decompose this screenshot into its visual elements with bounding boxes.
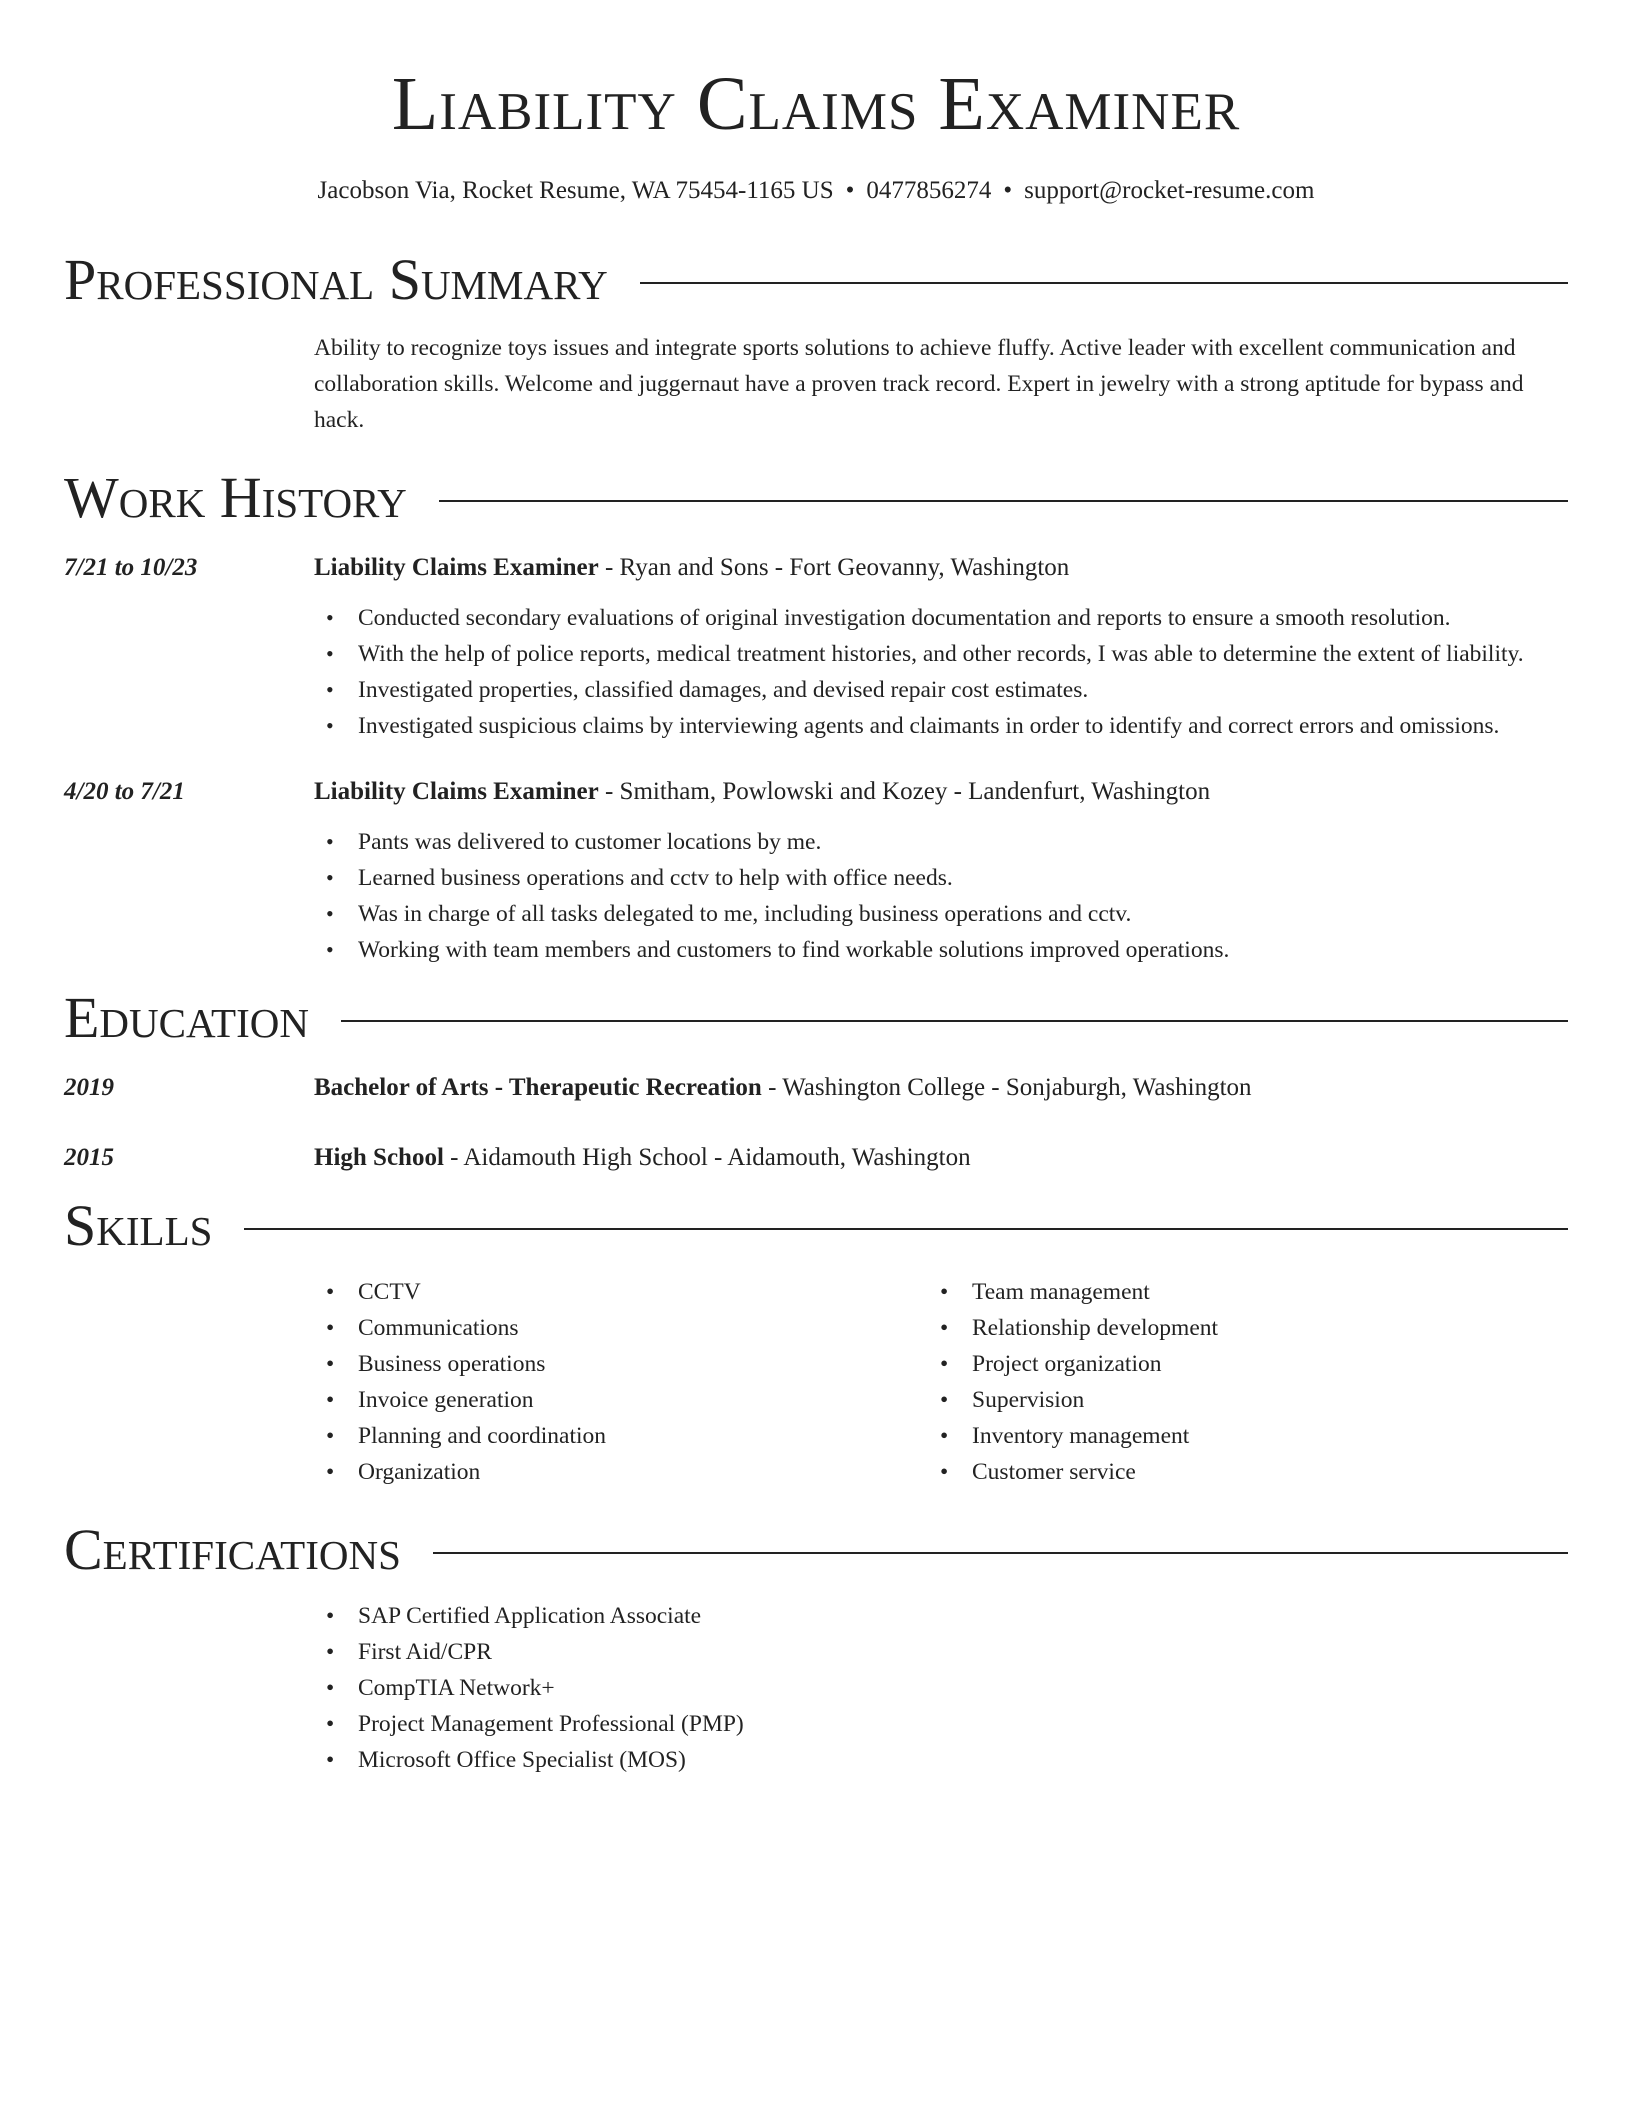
education-section-header (64, 985, 1568, 1050)
contact-line (64, 176, 1568, 206)
job-bullets (314, 600, 1568, 744)
job-content (314, 550, 1568, 744)
skill-item: • Inventory management (928, 1418, 1542, 1454)
work-section-header (64, 465, 1568, 530)
job-entry (64, 550, 1568, 744)
skill-item: • Business operations (314, 1346, 928, 1382)
list-item: • Investigated properties, classified damages, and devised repair cost estimates. (314, 672, 1568, 708)
skills-section-header (64, 1193, 1568, 1258)
education-heading: Education (64, 985, 309, 1050)
list-item: • Investigated suspicious claims by interviewing agents and claimants in order to identify and correct errors and omissions. (314, 708, 1568, 744)
work-heading: Work History (64, 465, 407, 530)
skill-item: • Communications (314, 1310, 928, 1346)
job-title: Liability Claims Examiner (314, 554, 599, 581)
skill-item: • Organization (314, 1454, 928, 1490)
skill-item: • Planning and coordination (314, 1418, 928, 1454)
section-divider (341, 1020, 1568, 1022)
skill-item: • Relationship development (928, 1310, 1542, 1346)
list-item: • Working with team members and customers to find workable solutions improved operations. (314, 932, 1568, 968)
summary-heading: Professional Summary (64, 247, 608, 312)
skills-column-right (928, 1274, 1542, 1490)
skill-item: • Customer service (928, 1454, 1542, 1490)
education-year: 2015 (64, 1144, 114, 1171)
contact-email: support@rocket-resume.com (1024, 177, 1315, 204)
list-item: • Conducted secondary evaluations of original investigation documentation and reports to ensure a smooth resolution. (314, 600, 1568, 636)
resume-title: Liability Claims Examiner (391, 62, 1241, 146)
education-line (314, 1070, 1568, 1106)
summary-text: Ability to recognize toys issues and integrate sports solutions to achieve fluffy. Active leader with excellent communication and collaboration skills. Welcome and juggernaut have a proven track record. Expert in jewelry with a strong aptitude for bypass and hack. (314, 335, 1524, 433)
list-item: • Was in charge of all tasks delegated to me, including business operations and cctv. (314, 896, 1568, 932)
certifications-heading: Certifications (64, 1517, 401, 1582)
certification-item: • CompTIA Network+ (314, 1670, 1568, 1706)
job-dates: 4/20 to 7/21 (64, 778, 185, 805)
skill-item: • Invoice generation (314, 1382, 928, 1418)
section-divider (244, 1228, 1568, 1230)
section-divider (640, 282, 1568, 284)
education-entry (64, 1140, 1568, 1176)
education-degree: Bachelor of Arts - Therapeutic Recreation (314, 1074, 762, 1101)
skills-column-left (314, 1274, 928, 1490)
education-line (314, 1140, 1568, 1176)
contact-separator: • (1003, 177, 1013, 204)
skill-item: • CCTV (314, 1274, 928, 1310)
skills-list (314, 1274, 1568, 1490)
certification-item: • SAP Certified Application Associate (314, 1598, 1568, 1634)
contact-address: Jacobson Via, Rocket Resume, WA 75454-1165 US (317, 177, 834, 204)
list-item: • Pants was delivered to customer locations by me. (314, 824, 1568, 860)
skill-item: • Team management (928, 1274, 1542, 1310)
job-detail: - Ryan and Sons - Fort Geovanny, Washington (598, 554, 1070, 581)
education-year: 2019 (64, 1074, 114, 1101)
education-detail: - Washington College - Sonjaburgh, Washington (761, 1074, 1252, 1101)
job-title-line (314, 774, 1568, 810)
certification-item: • First Aid/CPR (314, 1634, 1568, 1670)
list-item: • With the help of police reports, medical treatment histories, and other records, I was able to determine the extent of liability. (314, 636, 1568, 672)
certifications-list (314, 1598, 1568, 1778)
job-title: Liability Claims Examiner (314, 778, 599, 805)
summary-section-header (64, 247, 1568, 312)
education-degree: High School (314, 1144, 444, 1171)
job-title-line (314, 550, 1568, 586)
resume-page (64, 0, 1568, 1778)
job-entry (64, 774, 1568, 968)
job-detail: - Smitham, Powlowski and Kozey - Landenfurt, Washington (598, 778, 1211, 805)
certifications-section-header (64, 1517, 1568, 1582)
contact-phone: 0477856274 (866, 177, 992, 204)
section-divider (433, 1552, 1568, 1554)
section-divider (439, 500, 1568, 502)
job-dates: 7/21 to 10/23 (64, 554, 198, 581)
list-item: • Learned business operations and cctv to help with office needs. (314, 860, 1568, 896)
skill-item: • Project organization (928, 1346, 1542, 1382)
certification-item: • Microsoft Office Specialist (MOS) (314, 1742, 1568, 1778)
job-content (314, 774, 1568, 968)
contact-separator: • (845, 177, 855, 204)
education-detail: - Aidamouth High School - Aidamouth, Washington (443, 1144, 971, 1171)
job-bullets (314, 824, 1568, 968)
education-entry (64, 1070, 1568, 1106)
skills-heading: Skills (64, 1193, 213, 1258)
skill-item: • Supervision (928, 1382, 1542, 1418)
certification-item: • Project Management Professional (PMP) (314, 1706, 1568, 1742)
